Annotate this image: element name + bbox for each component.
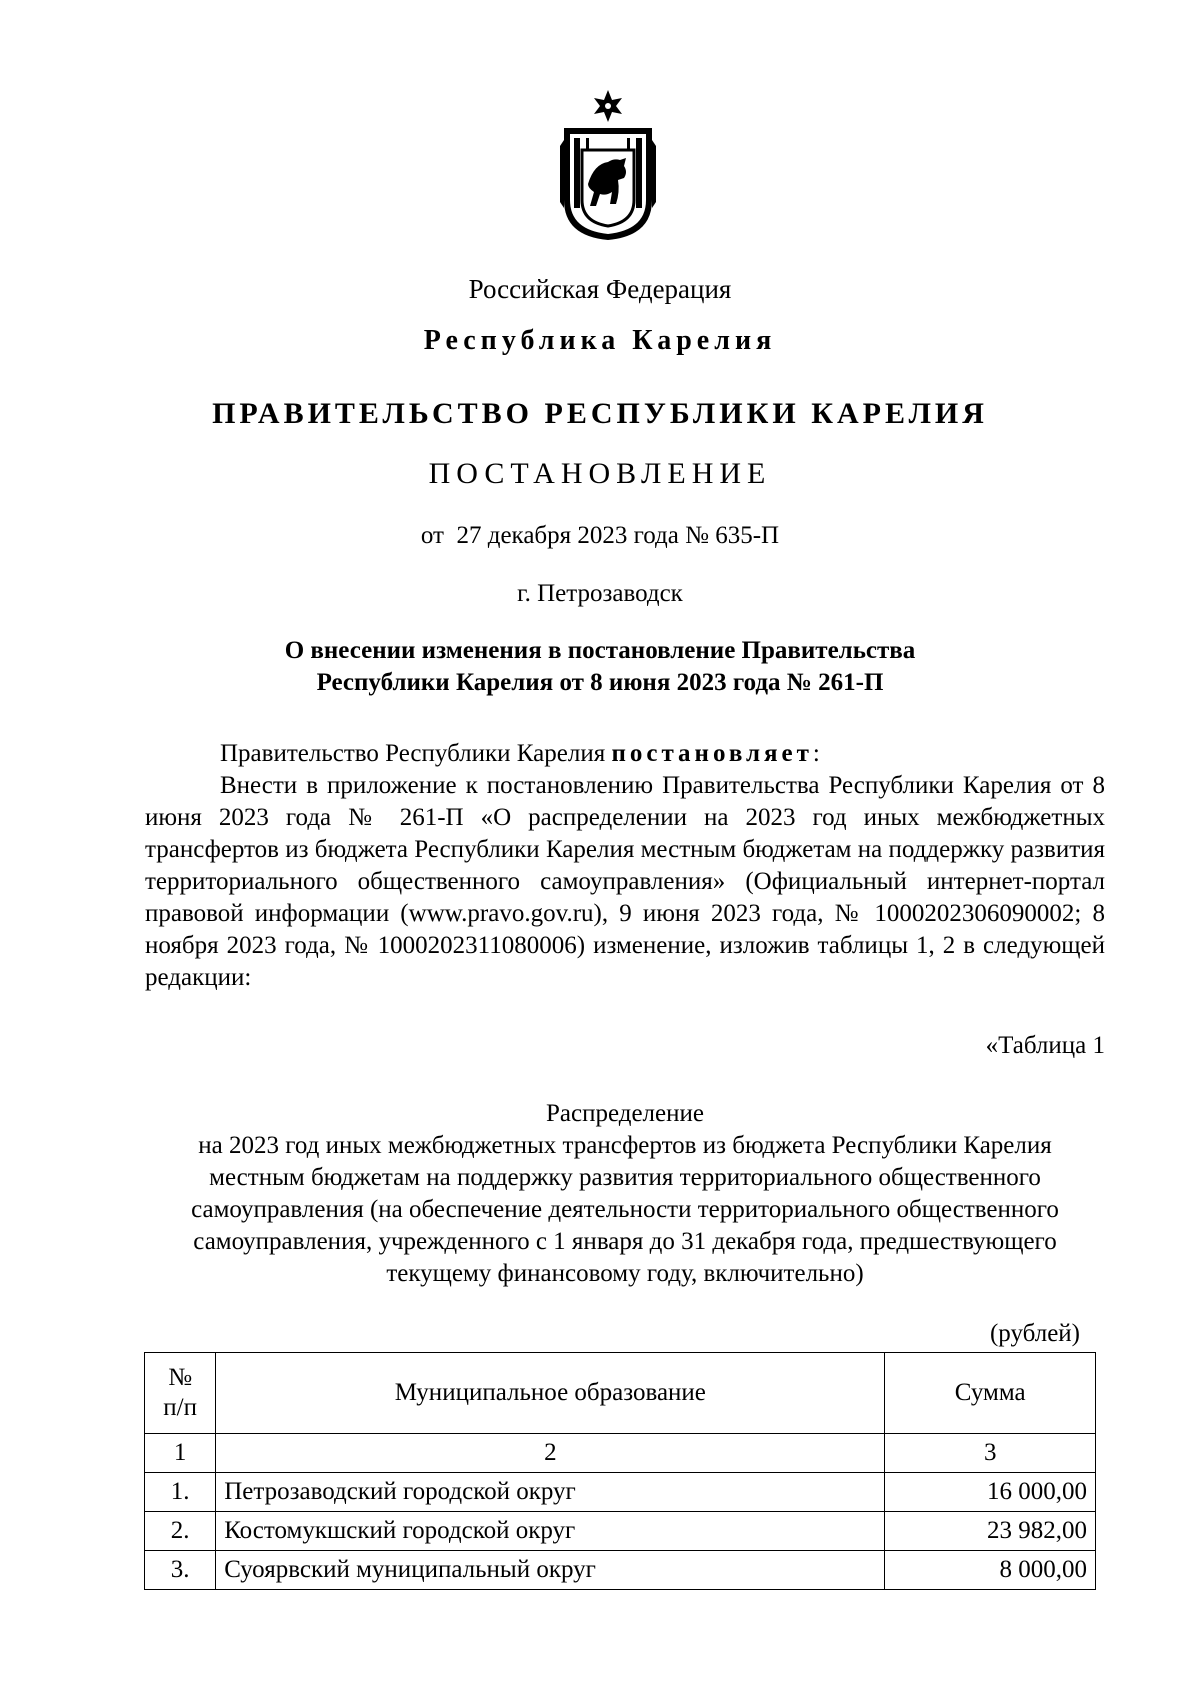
row-index: 1.: [145, 1473, 216, 1512]
decree-intro-line: [220, 738, 820, 770]
document-city: г. Петрозаводск: [517, 580, 683, 607]
column-number-1: 1: [145, 1434, 216, 1473]
decree-word: постановляет: [611, 740, 813, 767]
distribution-description: на 2023 год иных межбюджетных трансфертов из бюджета Республики Карелия местным бюджетам на поддержку развития территориального общественного самоуправления (на обеспечение деятельности территориального общественного самоуправления, учрежденного с 1 января до 31 декабря года, предшествующего текущему финансовому году, включительно): [191, 1132, 1059, 1287]
document-date-number: от 27 декабря 2023 года № 635-П: [420, 522, 780, 549]
country-name: Российская Федерация: [468, 274, 732, 304]
document-type: ПОСТАНОВЛЕНИЕ: [428, 457, 772, 490]
document-title: О внесении изменения в постановление Правительства Республики Карелия от 8 июня 2023 года № 261-П: [284, 637, 916, 696]
distribution-table: [144, 1352, 1096, 1590]
header-amount: Сумма: [885, 1353, 1096, 1434]
table-header-row: [145, 1353, 1096, 1434]
table-row: [145, 1512, 1096, 1551]
body-paragraph: Внести в приложение к постановлению Правительства Республики Карелия от 8 июня 2023 года № 261-П «О распределении на 2023 год иных межбюджетных трансфертов из бюджета Республики Карелия местным бюджетам на поддержку развития территориального общественного самоуправления» (Официальный интернет-портал правовой информации (www.pravo.gov.ru), 9 июня 2023 года, № 1000202306090002; 8 ноября 2023 года, № 1000202311080006) изменение, изложив таблицы 1, 2 в следующей редакции:: [145, 772, 1105, 991]
distribution-heading-block: [150, 1098, 1100, 1290]
row-municipality: Костомукшский городской округ: [216, 1512, 885, 1551]
table-row: [145, 1473, 1096, 1512]
row-amount: 23 982,00: [885, 1512, 1096, 1551]
row-municipality: Петрозаводский городской округ: [216, 1473, 885, 1512]
table-column-numbers-row: [145, 1434, 1096, 1473]
table-row: [145, 1551, 1096, 1590]
row-index: 2.: [145, 1512, 216, 1551]
republic-name: Республика Карелия: [423, 325, 777, 356]
column-number-3: 3: [885, 1434, 1096, 1473]
government-name: ПРАВИТЕЛЬСТВО РЕСПУБЛИКИ КАРЕЛИЯ: [212, 397, 988, 430]
distribution-heading: Распределение: [546, 1100, 704, 1127]
karelia-coat-of-arms-icon: [558, 88, 658, 243]
header-number: № п/п: [145, 1353, 216, 1434]
header-municipality: Муниципальное образование: [216, 1353, 885, 1434]
row-amount: 16 000,00: [885, 1473, 1096, 1512]
table-label: «Таблица 1: [985, 1032, 1105, 1059]
row-municipality: Суоярвский муниципальный округ: [216, 1551, 885, 1590]
row-index: 3.: [145, 1551, 216, 1590]
decree-colon: :: [812, 740, 820, 767]
column-number-2: 2: [216, 1434, 885, 1473]
currency-unit: (рублей): [989, 1320, 1080, 1347]
row-amount: 8 000,00: [885, 1551, 1096, 1590]
decree-intro-text: Правительство Республики Карелия: [220, 740, 606, 767]
